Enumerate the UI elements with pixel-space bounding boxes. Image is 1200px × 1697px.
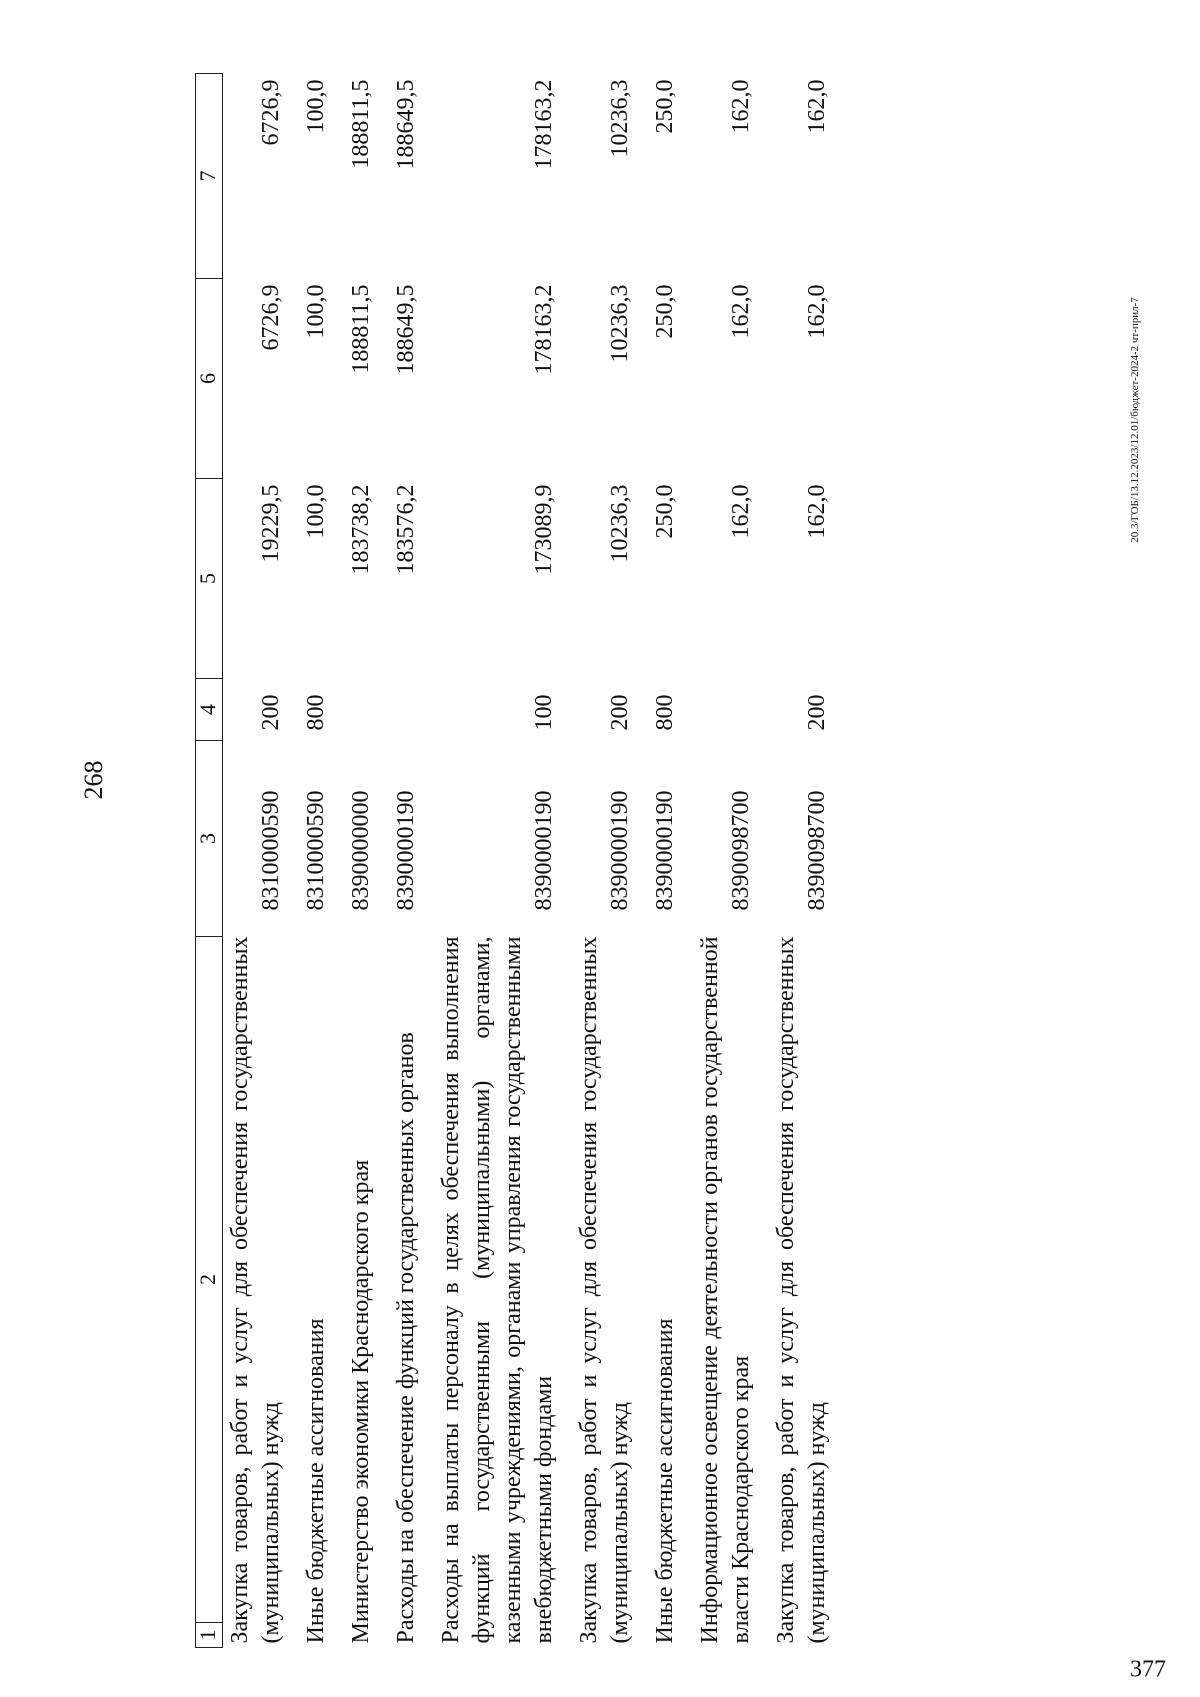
row-code: 8390000190 — [652, 790, 678, 911]
row-value-7: 250,0 — [652, 79, 678, 134]
table-row — [769, 74, 845, 1648]
row-type: 200 — [607, 694, 633, 731]
row-code: 8390000190 — [607, 790, 633, 911]
row-value-7: 10236,3 — [607, 79, 633, 158]
row-value-6: 162,0 — [804, 284, 830, 339]
header-col-7: 7 — [196, 74, 223, 279]
budget-table — [195, 73, 845, 1648]
table-row — [434, 74, 572, 1648]
row-type — [389, 679, 434, 741]
table-row — [299, 74, 344, 1648]
row-value-5: 10236,3 — [607, 484, 633, 563]
row-type: 200 — [258, 694, 284, 731]
row-type — [693, 679, 769, 741]
row-value-5: 19229,5 — [258, 484, 284, 563]
header-row — [196, 74, 223, 1648]
header-col-1: 1 — [196, 1623, 223, 1648]
row-name: Закупка товаров, работ и услуг для обеспечения государственных (муниципальных) нужд — [227, 936, 284, 1644]
table-row — [344, 74, 389, 1648]
row-name: Иные бюджетные ассигнования — [652, 1318, 678, 1644]
row-code: 8390000190 — [393, 790, 419, 911]
row-name: Расходы на выплаты персоналу в целях обеспечения выполнения функций государственными (муниципальными) органами, казенными учреждениями, органами управления государственными внебюджетными фондами — [438, 936, 557, 1644]
row-value-6: 188649,5 — [393, 284, 419, 375]
row-value-6: 100,0 — [303, 284, 329, 339]
row-value-7: 188649,5 — [393, 79, 419, 170]
row-value-6: 178163,2 — [531, 284, 557, 375]
row-name: Иные бюджетные ассигнования — [303, 1318, 329, 1644]
row-value-5: 250,0 — [652, 484, 678, 539]
table-row — [389, 74, 434, 1648]
row-name: Министерство экономики Краснодарского края — [348, 1159, 374, 1644]
table-row — [693, 74, 769, 1648]
row-name: Закупка товаров, работ и услуг для обеспечения государственных (муниципальных) нужд — [576, 936, 633, 1644]
row-value-6: 10236,3 — [607, 284, 633, 363]
header-col-3: 3 — [196, 741, 223, 937]
row-value-5: 183738,2 — [348, 484, 374, 575]
row-value-6: 162,0 — [728, 284, 754, 339]
row-name: Закупка товаров, работ и услуг для обеспечения государственных (муниципальных) нужд — [773, 936, 830, 1644]
row-value-6: 188811,5 — [348, 284, 374, 374]
page-number: 268 — [79, 760, 108, 800]
table-row — [572, 74, 648, 1648]
header-col-4: 4 — [196, 679, 223, 741]
row-code: 8390098700 — [804, 790, 830, 911]
row-type: 800 — [303, 694, 329, 731]
row-value-7: 178163,2 — [531, 79, 557, 170]
row-type: 200 — [804, 694, 830, 731]
table-row — [223, 74, 300, 1648]
footer-code: 20.3/ГОБ/13.12.2023/12.01/бюджет-2024-2 чт-прил-7 — [1129, 297, 1141, 543]
row-type: 800 — [652, 694, 678, 731]
row-name: Информационное освещение деятельности органов государственной власти Краснодарского края — [697, 936, 754, 1644]
row-value-7: 100,0 — [303, 79, 329, 134]
row-value-7: 162,0 — [728, 79, 754, 134]
row-value-5: 162,0 — [728, 484, 754, 539]
sheet-number: 377 — [1130, 1656, 1166, 1683]
row-value-5: 162,0 — [804, 484, 830, 539]
header-col-2: 2 — [196, 937, 223, 1623]
row-code: 8390000000 — [348, 790, 374, 911]
row-value-6: 6726,9 — [258, 284, 284, 351]
row-value-5: 183576,2 — [393, 484, 419, 575]
row-value-6: 250,0 — [652, 284, 678, 339]
row-value-7: 6726,9 — [258, 79, 284, 146]
row-value-5: 173089,9 — [531, 484, 557, 575]
row-code: 8390098700 — [728, 790, 754, 911]
rotated-table-area — [195, 74, 1015, 1648]
row-value-5: 100,0 — [303, 484, 329, 539]
row-name: Расходы на обеспечение функций государственных органов — [393, 1032, 419, 1644]
row-value-7: 162,0 — [804, 79, 830, 134]
row-code: 8310000590 — [303, 790, 329, 911]
row-value-7: 188811,5 — [348, 79, 374, 169]
row-type — [344, 679, 389, 741]
table-row — [648, 74, 693, 1648]
header-col-5: 5 — [196, 479, 223, 679]
header-col-6: 6 — [196, 279, 223, 479]
row-type: 100 — [531, 694, 557, 731]
row-code: 8310000590 — [258, 790, 284, 911]
row-code: 8390000190 — [531, 790, 557, 911]
